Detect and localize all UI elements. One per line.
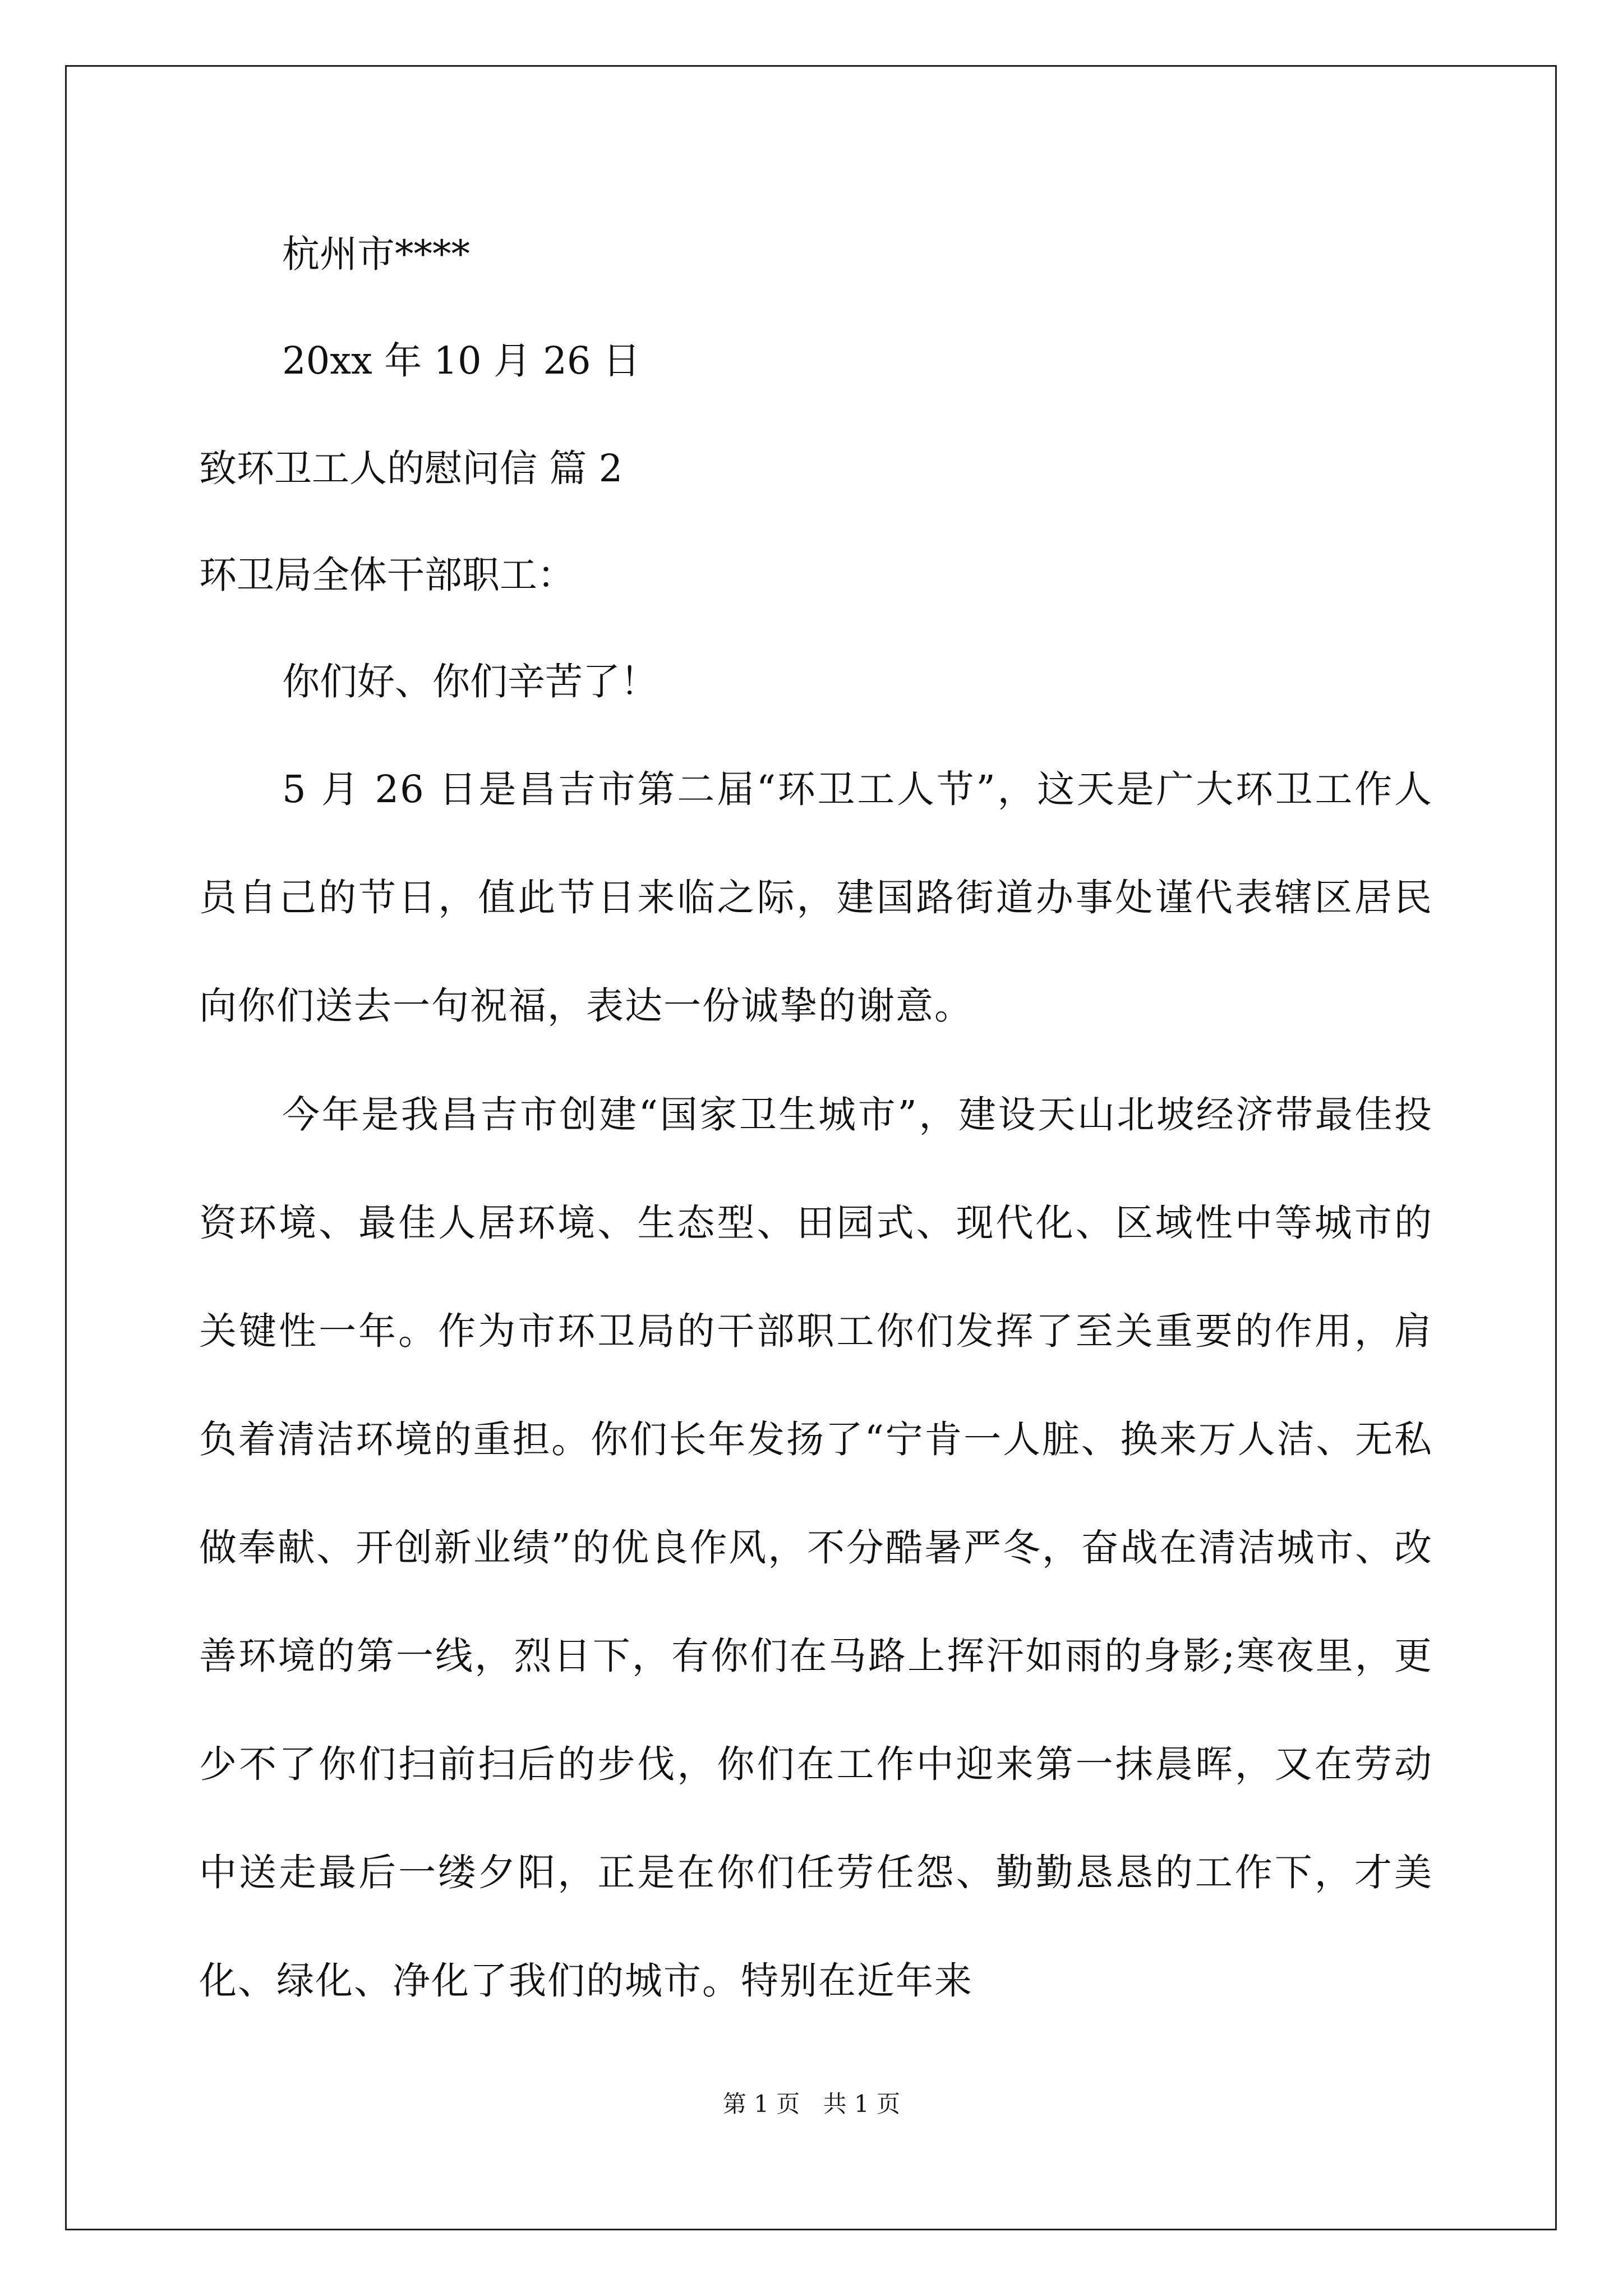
paragraph-2: 今年是我昌吉市创建“国家卫生城市”，建设天山北坡经济带最佳投资环境、最佳人居环境、生态型、田园式、现代化、区域性中等城市的关键性一年。作为市环卫局的干部职工你们发挥了至关重要的作用，肩负着清洁环境的重担。你们长年发扬了“宁肯一人脏、换来万人洁、无私做奉献、开创新业绩”的优良作风，不分酷暑严冬，奋战在清洁城市、改善环境的第一线，烈日下，有你们在马路上挥汗如雨的身影;寒夜里，更少不了你们扫前扫后的步伐，你们在工作中迎来第一抹晨晖，又在劳动中送走最后一缕夕阳，正是在你们任劳任怨、勤勤恳恳的工作下，才美化、绿化、净化了我们的城市。特别在近年来 [199,1093,1433,2003]
page-number: 第 1 页 [722,2090,800,2118]
date-line: 20xx 年 10 月 26 日 [282,339,640,383]
greeting: 你们好、你们辛苦了！ [282,660,658,703]
letter-title: 致环卫工人的慰问信 篇 2 [199,447,623,490]
page-footer [0,2086,1623,2119]
page-total: 共 1 页 [823,2090,901,2118]
salutation: 环卫局全体干部职工： [199,553,575,597]
paragraph-1: 5 月 26 日是昌吉市第二届“环卫工人节”，这天是广大环卫工作人员自己的节日，值此节日来临之际，建国路街道办事处谨代表辖区居民向你们送去一句祝福，表达一份诚挚的谢意。 [199,767,1433,1028]
signature-line: 杭州市**** [282,232,470,276]
